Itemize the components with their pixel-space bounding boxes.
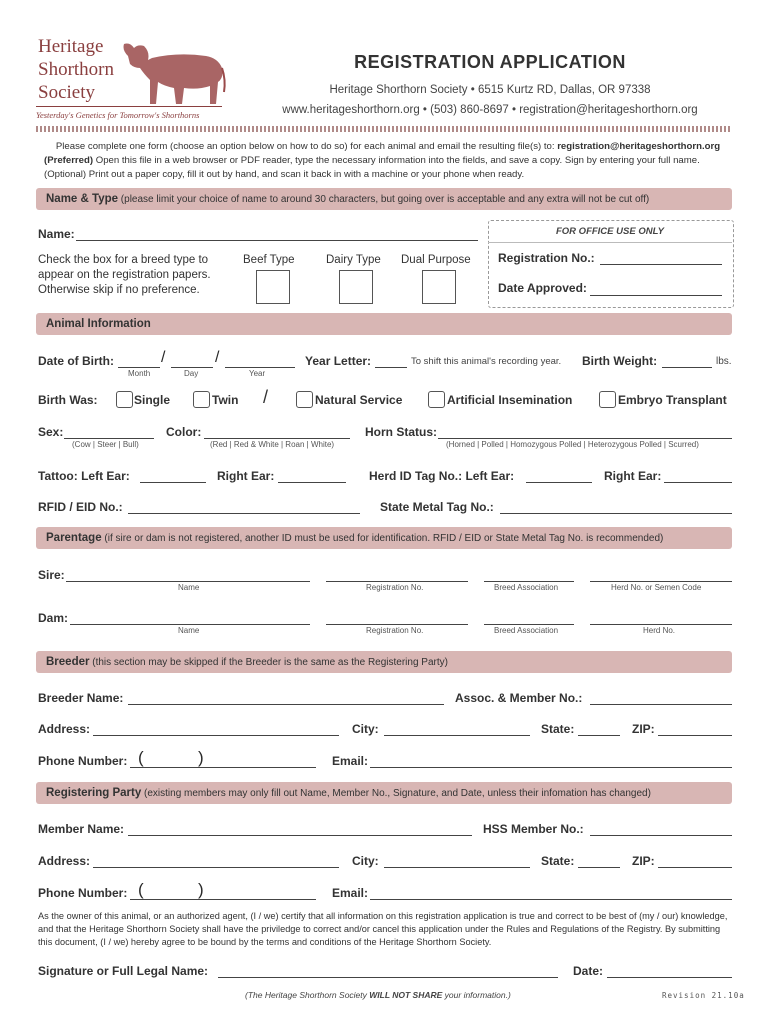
section-breeder <box>36 651 732 673</box>
office-use-divider <box>488 242 732 243</box>
sire-breed-field[interactable] <box>484 581 574 582</box>
reg-state-label: State: <box>541 854 575 868</box>
name-field[interactable] <box>76 240 478 241</box>
sire-reg-caption: Registration No. <box>366 583 424 592</box>
section-heading: Parentage <box>46 532 102 544</box>
dairy-type-label: Dairy Type <box>326 254 381 266</box>
single-label: Single <box>134 393 171 407</box>
section-parentage <box>36 527 732 549</box>
reg-city-label: City: <box>352 854 379 868</box>
section-heading: Breeder <box>46 656 90 668</box>
dob-month-caption: Month <box>128 369 151 378</box>
logo-tagline: Yesterday's Genetics for Tomorrow's Shorthorns <box>36 110 200 120</box>
section-note: (please limit your choice of name to around 30 characters, but going over is acceptable and any extra will not be cut off) <box>120 194 650 205</box>
breeder-zip-label: ZIP: <box>632 722 655 736</box>
metal-tag-field[interactable] <box>500 513 732 514</box>
logo <box>36 34 226 124</box>
breeder-state-field[interactable] <box>578 735 620 736</box>
reg-phone-field[interactable] <box>130 899 316 900</box>
reg-phone-label: Phone Number: <box>38 886 128 900</box>
artificial-insemination-checkbox[interactable] <box>428 391 445 408</box>
privacy-note <box>245 990 511 1000</box>
revision-label: Revision 21.10a <box>662 991 745 1000</box>
breeder-city-label: City: <box>352 722 379 736</box>
horn-status-field[interactable] <box>438 438 732 439</box>
sire-name-caption: Name <box>178 583 200 592</box>
breeder-phone-paren-close: ) <box>198 748 204 767</box>
color-options-caption: (Red | Red & White | Roan | White) <box>210 440 335 449</box>
intro-text <box>38 140 738 182</box>
embryo-transplant-checkbox[interactable] <box>599 391 616 408</box>
herd-tag-right-field[interactable] <box>664 482 732 483</box>
rfid-label: RFID / EID No.: <box>38 500 123 514</box>
reg-city-field[interactable] <box>384 867 530 868</box>
dam-label: Dam: <box>38 611 69 625</box>
privacy-bold: WILL NOT SHARE <box>369 990 443 1000</box>
date-approved-field[interactable] <box>590 295 722 296</box>
dam-breed-field[interactable] <box>484 624 574 625</box>
section-heading: Name & Type <box>46 193 119 205</box>
certification-text: As the owner of this animal, or an authorized agent, (I / we) certify that all information on this registration application is true and correct to be best of (my / our) knowledge, and that the Heritage Shorthorn Society shall have the priviledge to correct and/or cancel this application under the Rules and Regulations of the Registry. By submitting this document, (I / we) hereby agree to be bound by the terms and conditions of the Heritage Shorthorn Society. <box>38 911 728 947</box>
year-letter-field[interactable] <box>375 367 407 368</box>
breeder-assoc-label: Assoc. & Member No.: <box>455 691 583 705</box>
dob-year-caption: Year <box>249 369 266 378</box>
reg-zip-field[interactable] <box>658 867 732 868</box>
intro-line2: Open this file in a web browser or PDF reader, type the necessary information into the fields, and save a copy. Sign by entering your full name. <box>93 155 700 166</box>
rfid-field[interactable] <box>128 513 360 514</box>
header-contact: www.heritageshorthorn.org • (503) 860-8697 • registration@heritageshorthorn.org <box>282 104 698 116</box>
natural-service-checkbox[interactable] <box>296 391 313 408</box>
dob-slash-2: / <box>215 349 220 366</box>
dam-herd-caption: Herd No. <box>643 626 676 635</box>
header-divider <box>36 126 732 132</box>
tattoo-right-label: Right Ear: <box>217 469 275 483</box>
tattoo-left-field[interactable] <box>140 482 206 483</box>
artificial-insemination-label: Artificial Insemination <box>447 393 573 407</box>
breeder-name-label: Breeder Name: <box>38 691 124 705</box>
sire-reg-field[interactable] <box>326 581 468 582</box>
natural-service-label: Natural Service <box>315 393 403 407</box>
dam-breed-caption: Breed Association <box>494 626 559 635</box>
dairy-type-checkbox[interactable] <box>339 270 373 304</box>
registration-no-field[interactable] <box>600 264 722 265</box>
intro-part1: Please complete one form (choose an option below on how to do so) for each animal and email the resulting file(s) to: <box>55 141 558 152</box>
dual-purpose-label: Dual Purpose <box>401 254 471 266</box>
color-field[interactable] <box>204 438 350 439</box>
tattoo-right-field[interactable] <box>278 482 346 483</box>
sex-label: Sex: <box>38 425 64 439</box>
breeder-phone-field[interactable] <box>130 767 316 768</box>
year-letter-note: To shift this animal's recording year. <box>411 356 562 367</box>
breeder-phone-label: Phone Number: <box>38 754 128 768</box>
logo-line2: Shorthorn <box>38 59 114 80</box>
dam-herd-field[interactable] <box>590 624 732 625</box>
breeder-email-field[interactable] <box>370 767 732 768</box>
sire-label: Sire: <box>38 568 65 582</box>
reg-zip-label: ZIP: <box>632 854 655 868</box>
breed-note: Check the box for a breed type to appear on the registration papers. Otherwise skip if no preference. <box>38 254 211 296</box>
reg-address-field[interactable] <box>93 867 339 868</box>
twin-label: Twin <box>212 393 239 407</box>
section-note: (this section may be skipped if the Breeder is the same as the Registering Party) <box>92 657 448 668</box>
herd-tag-left-label: Herd ID Tag No.: Left Ear: <box>369 469 515 483</box>
dob-month-field[interactable] <box>118 367 160 368</box>
sire-breed-caption: Breed Association <box>494 583 559 592</box>
dob-day-field[interactable] <box>171 367 213 368</box>
page-title: REGISTRATION APPLICATION <box>354 52 626 72</box>
section-heading: Animal Information <box>46 318 151 330</box>
dob-label: Date of Birth: <box>38 354 114 368</box>
member-name-label: Member Name: <box>38 822 125 836</box>
date-approved-label: Date Approved: <box>498 281 587 295</box>
intro-line3: (Optional) Print out a paper copy, fill it out by hand, and scan it back in with a machine or your phone when ready. <box>44 169 525 180</box>
date-label: Date: <box>573 964 604 978</box>
privacy-pre: (The Heritage Shorthorn Society <box>245 990 370 1000</box>
header-address: Heritage Shorthorn Society • 6515 Kurtz RD, Dallas, OR 97338 <box>329 84 651 96</box>
intro-email[interactable]: registration@heritageshorthorn.org <box>557 141 721 152</box>
breeder-address-label: Address: <box>38 722 91 736</box>
breeder-phone-paren-open: ( <box>138 748 144 767</box>
section-note: (if sire or dam is not registered, another ID must be used for identification. RFID / EID or State Metal Tag No. is recommended) <box>104 533 664 544</box>
hss-member-no-label: HSS Member No.: <box>483 822 584 836</box>
cow-icon <box>118 34 228 110</box>
breeder-state-label: State: <box>541 722 575 736</box>
birth-weight-field[interactable] <box>662 367 712 368</box>
breeder-name-field[interactable] <box>128 704 444 705</box>
logo-line3: Society <box>38 82 95 103</box>
birth-divider-slash: / <box>263 387 269 407</box>
tattoo-left-label: Tattoo: Left Ear: <box>38 469 130 483</box>
twin-checkbox[interactable] <box>193 391 210 408</box>
breeder-assoc-field[interactable] <box>590 704 732 705</box>
section-animal <box>36 313 732 335</box>
dob-year-field[interactable] <box>225 367 295 368</box>
reg-phone-paren-close: ) <box>198 880 204 899</box>
metal-tag-label: State Metal Tag No.: <box>380 500 494 514</box>
color-label: Color: <box>166 425 202 439</box>
section-name-type <box>36 188 732 210</box>
office-use-title: FOR OFFICE USE ONLY <box>555 226 665 237</box>
reg-email-field[interactable] <box>370 899 732 900</box>
date-field[interactable] <box>607 977 732 978</box>
sex-options-caption: (Cow | Steer | Bull) <box>72 440 139 449</box>
logo-divider <box>36 106 222 107</box>
signature-label: Signature or Full Legal Name: <box>38 964 209 978</box>
single-checkbox[interactable] <box>116 391 133 408</box>
year-letter-label: Year Letter: <box>305 354 372 368</box>
herd-tag-left-field[interactable] <box>526 482 592 483</box>
breeder-zip-field[interactable] <box>658 735 732 736</box>
dam-name-caption: Name <box>178 626 200 635</box>
dob-day-caption: Day <box>184 369 199 378</box>
intro-preferred: (Preferred) <box>44 155 94 166</box>
dob-slash-1: / <box>161 349 166 366</box>
dam-name-field[interactable] <box>70 624 310 625</box>
sire-herd-field[interactable] <box>590 581 732 582</box>
member-name-field[interactable] <box>128 835 472 836</box>
registration-no-label: Registration No.: <box>498 251 595 265</box>
sire-herd-caption: Herd No. or Semen Code <box>611 583 702 592</box>
breeder-email-label: Email: <box>332 754 369 768</box>
birth-weight-label: Birth Weight: <box>582 354 658 368</box>
beef-type-label: Beef Type <box>243 254 295 266</box>
beef-type-checkbox[interactable] <box>256 270 290 304</box>
horn-status-label: Horn Status: <box>365 425 437 439</box>
reg-email-label: Email: <box>332 886 369 900</box>
name-label: Name: <box>38 227 75 241</box>
privacy-post: your information.) <box>442 990 511 1000</box>
embryo-transplant-label: Embryo Transplant <box>618 393 727 407</box>
signature-field[interactable] <box>218 977 558 978</box>
herd-tag-right-label: Right Ear: <box>604 469 662 483</box>
reg-phone-paren-open: ( <box>138 880 144 899</box>
sire-name-field[interactable] <box>66 581 310 582</box>
reg-state-field[interactable] <box>578 867 620 868</box>
dam-reg-caption: Registration No. <box>366 626 424 635</box>
dual-purpose-checkbox[interactable] <box>422 270 456 304</box>
section-registering-party <box>36 782 732 804</box>
hss-member-no-field[interactable] <box>590 835 732 836</box>
section-note: (existing members may only fill out Name, Member No., Signature, and Date, unless their infomation has changed) <box>144 788 651 799</box>
sex-field[interactable] <box>64 438 154 439</box>
breeder-address-field[interactable] <box>93 735 339 736</box>
dam-reg-field[interactable] <box>326 624 468 625</box>
section-heading: Registering Party <box>46 787 142 799</box>
breeder-city-field[interactable] <box>384 735 530 736</box>
logo-line1: Heritage <box>38 36 104 57</box>
lbs-label: lbs. <box>716 356 732 367</box>
birth-was-label: Birth Was: <box>38 393 98 407</box>
reg-address-label: Address: <box>38 854 91 868</box>
horn-options-caption: (Horned | Polled | Homozygous Polled | Heterozygous Polled | Scurred) <box>446 440 699 449</box>
